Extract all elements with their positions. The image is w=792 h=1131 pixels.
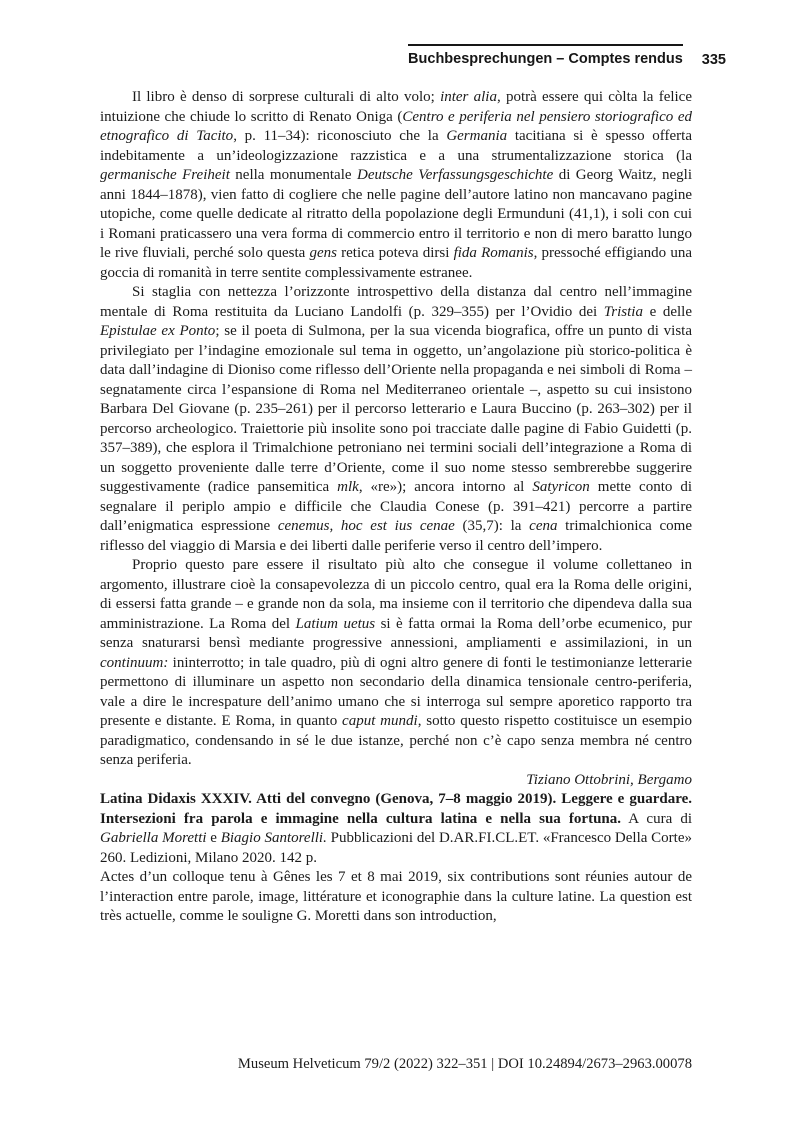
- page-header: [408, 44, 726, 68]
- review-paragraph: Si staglia con nettezza l’orizzonte introspettivo della distanza dal centro nell’immagine mentale di Roma restituita da Luciano Landolfi (p. 329–355) per l’Ovidio dei Tristia e delle Epistulae ex Ponto; se il poeta di Sulmona, per la sua vicenda biografica, offre un punto di vista privilegiato per l’indagine emozionale sul tema in oggetto, un’angolazione più storico-politica è data dall’indagine di Dioniso come riflesso dell’Oriente nella propaganda e nei simboli di Roma – segnatamente circa l’espansione di Roma nel Mediterraneo orientale –, aspetto su cui insistono Barbara Del Giovane (p. 235–261) per il percorso letterario e Laura Buccino (p. 263–302) per il percorso archeologico. Traiettorie più insolite sono poi tracciate dalle pagine di Fabio Guidetti (p. 357–389), che esplora il Trimalchione petroniano nei termini sociali dell’integrazione a Roma di un soggetto proveniente dalle terre d’Oriente, come il suo nome stesso sembrerebbe suggerire suggestivamente (radice pansemitica mlk, «re»); ancora intorno al Satyricon mette conto di segnalare il periplo ampio e difficile che Claudia Conese (p. 391–421) percorre a partire dall’enigmatica espressione cenemus, hoc est ius cenae (35,7): la cena trimalchionica come riflesso del viaggio di Marsia e dei liberti dalle periferie verso il centro dell’impero.: [100, 284, 693, 554]
- review-paragraph: Actes d’un colloque tenu à Gênes les 7 et 8 mai 2019, six contributions sont réunies autour de l’interaction entre parole, image, littérature et iconographie dans la culture latine. La question est très actuelle, comme le souligne G. Moretti dans son introduction,: [100, 869, 692, 924]
- text-column: [100, 88, 692, 927]
- review-paragraph: Il libro è denso di sorprese culturali di alto volo; inter alia, potrà essere qui còlta la felice intuizione che chiude lo scritto di Renato Oniga (Centro e periferia nel pensiero storiografico ed etnografico di Tacito, p. 11–34): riconosciuto che la Germania tacitiana si è spesso offerta indebitamente a un’ideologizzazione razzistica e a una strumentalizzazione storica (la germanische Freiheit nella monumentale Deutsche Verfassungsgeschichte di Georg Waitz, negli anni 1844–1878), vien fatto di cogliere che nelle pagine dell’autore latino non mancavano pagine utopiche, come quelle dedicate al ritratto della popolazione degli Ermunduni (41,1), i soli con cui i Romani praticassero una vera forma di commercio entro il territorio e non di mero baratto lungo le rive fluviali, perché solo questa gens retica poteva dirsi fida Romanis, pressoché effigiando una goccia di romanità in terre sentite complessivamente estranee.: [100, 89, 692, 281]
- review-paragraph: Proprio questo pare essere il risultato più alto che consegue il volume collettaneo in argomento, illustrare cioè la consapevolezza di un piccolo centro, qual era la Roma delle origini, di essersi fatta grande – e grande non da sola, ma insieme con il territorio che dipendeva dalla sua amministrazione. La Roma del Latium uetus si è fatta ormai la Roma dell’orbe ecumenico, pur senza snaturarsi bensì mediante progressive annessioni, ampliamenti e assimilazioni, in un continuum: ininterrotto; in tale quadro, più di ogni altro genere di fonti le testimonianze letterarie permettono di illuminare un aspetto non secondario della dinamica tensionale centro-periferia, vale a dire le increspature dell’animo umano che si interroga sul sempre aporetico rapporto tra presente e distante. E Roma, in quanto caput mundi, sotto questo rispetto costituisce un esempio paradigmatico, condensando in sé le due istanze, perché non c’è capo senza membra né centro senza periferia.: [100, 557, 692, 768]
- journal-citation: Museum Helveticum 79/2 (2022) 322–351 | DOI 10.24894/2673–2963.00078: [237, 1056, 692, 1072]
- review-heading: Latina Didaxis XXXIV. Atti del convegno (Genova, 7–8 maggio 2019). Leggere e guardare. Intersezioni fra parola e immagine nella cultura latina e nella sua fortuna. A cura di Gabriella Moretti e Biagio Santorelli. Pubblicazioni del D.AR.FI.CL.ET. «Francesco Della Corte» 260. Ledizioni, Milano 2020. 142 p.: [100, 791, 693, 866]
- page-number: 335: [701, 51, 726, 68]
- reviewer-signature: Tiziano Ottobrini, Bergamo: [526, 771, 692, 788]
- running-head: Buchbesprechungen – Comptes rendus: [408, 44, 683, 67]
- page-footer: [100, 1056, 692, 1073]
